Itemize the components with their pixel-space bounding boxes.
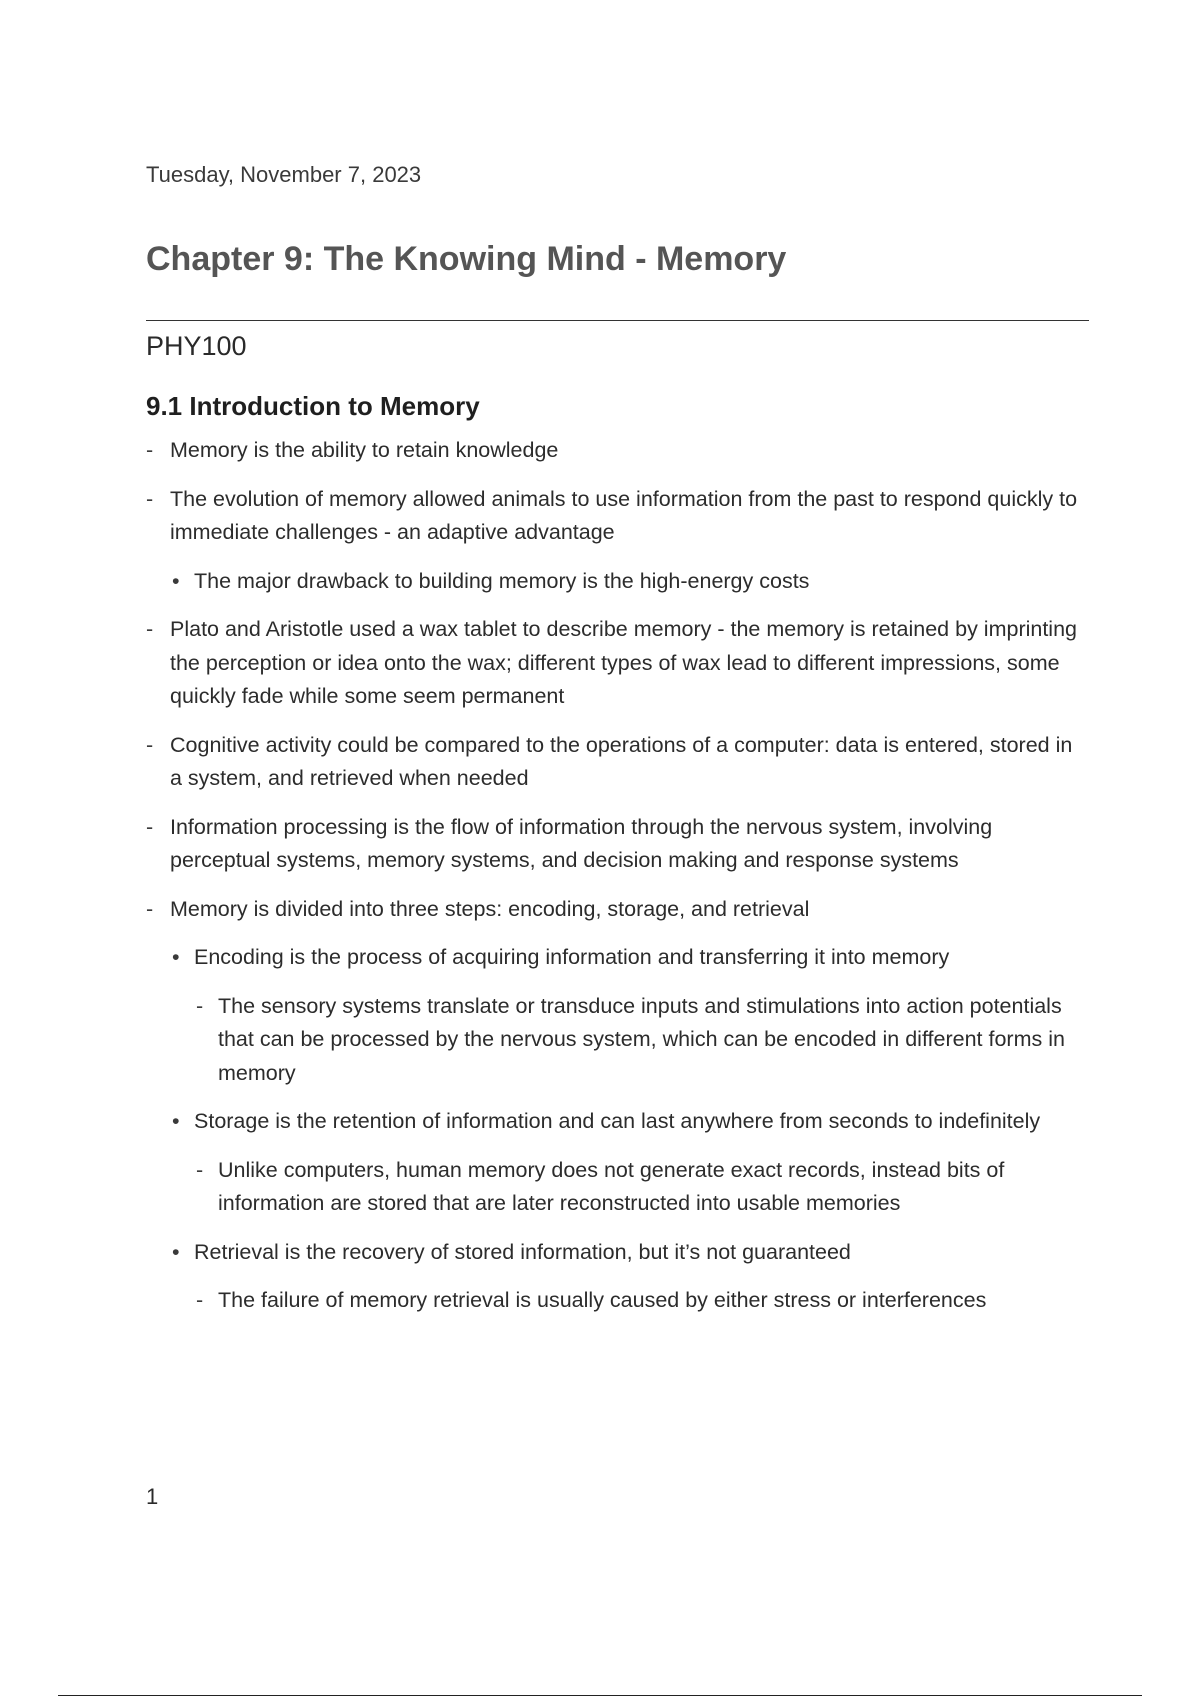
document-page — [146, 158, 1089, 1312]
note-item — [146, 893, 1089, 927]
bullet-marker: • — [172, 1239, 180, 1264]
page-bottom-rule — [58, 1695, 1142, 1696]
note-item — [146, 1284, 1089, 1318]
note-text: Encoding is the process of acquiring information and transferring it into memory — [194, 945, 950, 969]
note-text: Information processing is the flow of information through the nervous system, involving perceptual systems, memory systems, and decision making and response systems — [170, 814, 993, 872]
note-text: Memory is divided into three steps: encoding, storage, and retrieval — [170, 896, 810, 921]
dash-marker: - — [146, 438, 154, 462]
notes-list — [146, 434, 1089, 1333]
note-text: The failure of memory retrieval is usually caused by either stress or interferences — [218, 1288, 987, 1312]
bullet-marker: • — [172, 1109, 180, 1133]
page-number: 1 — [146, 1484, 159, 1509]
dash-marker: - — [196, 993, 204, 1018]
note-item — [146, 729, 1089, 796]
dash-marker: - — [196, 1157, 204, 1182]
note-item — [146, 1154, 1089, 1221]
note-text: Storage is the retention of information and can last anywhere from seconds to indefinitely — [194, 1109, 1041, 1133]
note-item — [146, 1105, 1089, 1139]
note-item — [146, 941, 1089, 975]
note-text: The sensory systems translate or transduce inputs and stimulations into action potentials that can be processed by the nervous system, which can be encoded in different forms in memory — [218, 993, 1065, 1085]
note-item — [146, 811, 1089, 878]
note-text: Unlike computers, human memory does not generate exact records, instead bits of information are stored that are later reconstructed into usable memories — [218, 1157, 1005, 1215]
note-text: Memory is the ability to retain knowledge — [170, 438, 559, 462]
note-text: The major drawback to building memory is the high-energy costs — [194, 568, 810, 593]
note-text: Cognitive activity could be compared to the operations of a computer: data is entered, stored in a system, and retrieved when needed — [170, 732, 1073, 790]
note-text: Retrieval is the recovery of stored information, but it’s not guaranteed — [194, 1239, 851, 1264]
chapter-title: Chapter 9: The Knowing Mind - Memory — [146, 240, 787, 278]
dash-marker: - — [146, 732, 154, 757]
dash-marker: - — [196, 1288, 204, 1312]
note-item — [146, 434, 1089, 468]
section-title: 9.1 Introduction to Memory — [146, 391, 480, 421]
bullet-marker: • — [172, 945, 180, 969]
title-divider — [146, 320, 1089, 321]
course-code: PHY100 — [146, 331, 247, 361]
note-item — [146, 483, 1089, 550]
note-text: The evolution of memory allowed animals to use information from the past to respond quickly to immediate challenges - an adaptive advantage — [170, 486, 1078, 544]
note-text: Plato and Aristotle used a wax tablet to describe memory - the memory is retained by imprinting the perception or idea onto the wax; different types of wax lead to different impressions, some quickly fade while some seem permanent — [170, 617, 1077, 708]
note-item — [146, 990, 1089, 1091]
note-item — [146, 1236, 1089, 1270]
dash-marker: - — [146, 814, 154, 839]
note-date: Tuesday, November 7, 2023 — [146, 162, 422, 187]
dash-marker: - — [146, 896, 154, 921]
dash-marker: - — [146, 486, 154, 511]
note-item — [146, 565, 1089, 599]
bullet-marker: • — [172, 568, 180, 593]
note-item — [146, 613, 1089, 714]
dash-marker: - — [146, 617, 154, 641]
